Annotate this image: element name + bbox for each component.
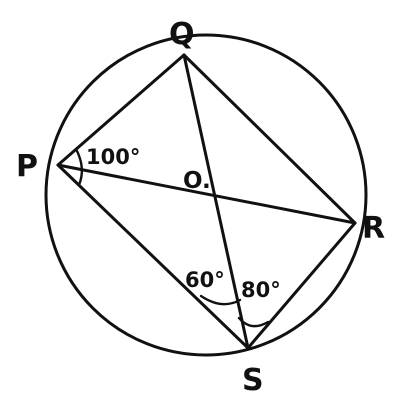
center-label-o: O. xyxy=(183,168,211,194)
angle-arc-s-left xyxy=(201,296,240,304)
side-qr xyxy=(184,55,355,223)
angle-label-p: 100° xyxy=(86,145,141,169)
angle-label-s-right: 80° xyxy=(241,278,281,302)
vertex-label-p: P xyxy=(16,149,38,184)
angle-label-s-left: 60° xyxy=(185,268,225,292)
vertex-label-q: Q xyxy=(169,17,195,52)
vertex-label-r: R xyxy=(362,211,386,246)
side-sp xyxy=(58,165,248,348)
angle-arc-p xyxy=(76,149,82,185)
vertex-label-s: S xyxy=(242,363,264,398)
